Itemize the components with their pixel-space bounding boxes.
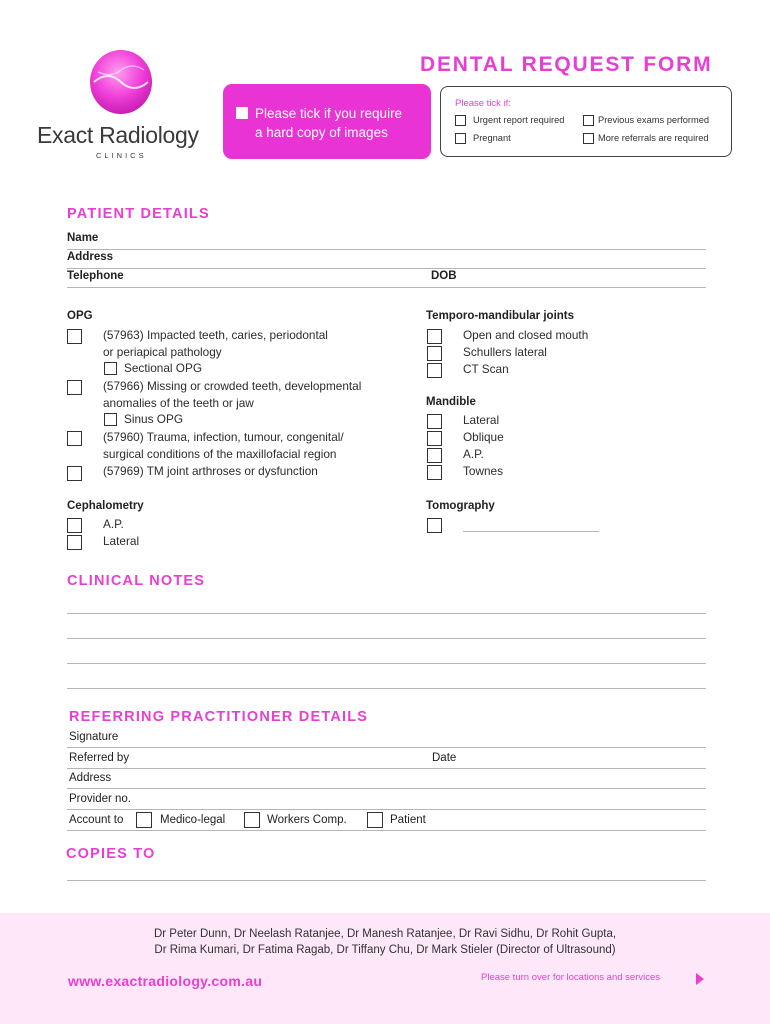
sinus-opg-checkbox[interactable] — [104, 413, 117, 426]
opg-57969-text: (57969) TM joint arthroses or dysfunction — [103, 464, 318, 478]
urgent-checkbox[interactable] — [455, 115, 466, 126]
ceph-ap-label: A.P. — [103, 517, 124, 531]
signature-field[interactable] — [67, 747, 706, 748]
name-label: Name — [67, 232, 99, 244]
account-line — [67, 830, 706, 831]
account-to-label: Account to — [69, 814, 124, 826]
clinical-notes-line-4[interactable] — [67, 688, 706, 689]
hard-copy-text-1: Please tick if you require — [255, 106, 403, 121]
website-link[interactable]: www.exactradiology.com.au — [68, 973, 263, 989]
cephalometry-title: Cephalometry — [67, 500, 144, 512]
address-field[interactable] — [67, 268, 706, 269]
doctors-line-2: Dr Rima Kumari, Dr Fatima Ragab, Dr Tiffany Chu, Dr Mark Stieler (Director of Ultrasound) — [154, 944, 616, 956]
copies-to-field[interactable] — [67, 880, 706, 881]
opg-57960-text-2: surgical conditions of the maxillofacial region — [103, 447, 337, 461]
ceph-lateral-checkbox[interactable] — [67, 535, 82, 550]
sectional-opg-checkbox[interactable] — [104, 362, 117, 375]
mandible-ap-label: A.P. — [463, 447, 484, 461]
tmj-open-closed-label: Open and closed mouth — [463, 328, 589, 342]
turn-over-text: Please turn over for locations and services — [481, 972, 661, 983]
tmj-open-closed-checkbox[interactable] — [427, 329, 442, 344]
provider-label: Provider no. — [69, 793, 132, 805]
opg-57960-text-1: (57960) Trauma, infection, tumour, congenital/ — [103, 430, 344, 444]
opg-57969-checkbox[interactable] — [67, 466, 82, 481]
opg-57963-checkbox[interactable] — [67, 329, 82, 344]
mandible-townes-label: Townes — [463, 464, 503, 478]
tmj-title: Temporo-mandibular joints — [426, 310, 575, 322]
hard-copy-checkbox[interactable] — [236, 107, 248, 119]
sinus-opg-label: Sinus OPG — [124, 412, 184, 426]
mandible-lateral-label: Lateral — [463, 413, 500, 427]
referred-by-field[interactable] — [67, 768, 706, 769]
opg-57966-text-1: (57966) Missing or crowded teeth, developmental — [103, 379, 362, 393]
opg-57960-checkbox[interactable] — [67, 431, 82, 446]
tmj-ct-checkbox[interactable] — [427, 363, 442, 378]
opg-57963-text-2: or periapical pathology — [103, 345, 222, 359]
mandible-oblique-label: Oblique — [463, 430, 504, 444]
tick-box-panel — [440, 86, 732, 157]
telephone-dob-field[interactable] — [67, 287, 706, 288]
sectional-opg-label: Sectional OPG — [124, 361, 203, 375]
date-label: Date — [432, 752, 457, 764]
previous-exams-checkbox[interactable] — [583, 115, 594, 126]
previous-exams-label: Previous exams performed — [598, 115, 710, 125]
provider-field[interactable] — [67, 809, 706, 810]
logo-mark — [88, 48, 154, 116]
mandible-townes-checkbox[interactable] — [427, 465, 442, 480]
pregnant-label: Pregnant — [473, 133, 511, 143]
opg-title: OPG — [67, 310, 93, 322]
tomography-title: Tomography — [426, 500, 495, 512]
tomography-field[interactable] — [463, 531, 599, 532]
patient-label: Patient — [390, 814, 426, 826]
urgent-label: Urgent report required — [473, 115, 565, 125]
hard-copy-box — [223, 84, 431, 159]
patient-details-title: PATIENT DETAILS — [67, 206, 210, 222]
doctors-line-1: Dr Peter Dunn, Dr Neelash Ratanjee, Dr Manesh Ratanjee, Dr Ravi Sidhu, Dr Rohit Gupta, — [153, 928, 617, 940]
hard-copy-text-2: a hard copy of images — [255, 125, 388, 140]
pregnant-checkbox[interactable] — [455, 133, 466, 144]
name-field[interactable] — [67, 249, 706, 250]
copies-to-title: COPIES TO — [66, 846, 156, 862]
signature-label: Signature — [69, 731, 119, 743]
opg-57963-text-1: (57963) Impacted teeth, caries, periodontal — [103, 328, 328, 342]
ceph-ap-checkbox[interactable] — [67, 518, 82, 533]
telephone-label: Telephone — [67, 270, 124, 282]
mandible-oblique-checkbox[interactable] — [427, 431, 442, 446]
tick-title: Please tick if: — [455, 98, 511, 109]
clinical-notes-line-3[interactable] — [67, 663, 706, 664]
patient-checkbox[interactable] — [367, 812, 383, 828]
more-referrals-label: More referrals are required — [598, 133, 709, 143]
workers-comp-checkbox[interactable] — [244, 812, 260, 828]
address-label: Address — [67, 251, 114, 263]
ceph-lateral-label: Lateral — [103, 534, 140, 548]
more-referrals-checkbox[interactable] — [583, 133, 594, 144]
mandible-lateral-checkbox[interactable] — [427, 414, 442, 429]
opg-57966-text-2: anomalies of the teeth or jaw — [103, 396, 254, 410]
referring-title: REFERRING PRACTITIONER DETAILS — [69, 709, 369, 725]
tmj-schullers-label: Schullers lateral — [463, 345, 547, 359]
workers-comp-label: Workers Comp. — [267, 814, 347, 826]
mandible-ap-checkbox[interactable] — [427, 448, 442, 463]
ref-address-field[interactable] — [67, 788, 706, 789]
opg-57966-checkbox[interactable] — [67, 380, 82, 395]
ref-address-label: Address — [69, 772, 112, 784]
tomography-checkbox[interactable] — [427, 518, 442, 533]
tmj-schullers-checkbox[interactable] — [427, 346, 442, 361]
mandible-title: Mandible — [426, 396, 476, 408]
clinical-notes-title: CLINICAL NOTES — [67, 573, 206, 589]
tmj-ct-label: CT Scan — [463, 362, 509, 376]
brand-subtitle: CLINICS — [96, 151, 147, 160]
form-title: DENTAL REQUEST FORM — [420, 53, 713, 76]
referred-by-label: Referred by — [69, 752, 130, 764]
dob-label: DOB — [431, 270, 457, 282]
arrow-right-icon — [696, 972, 704, 990]
medico-legal-checkbox[interactable] — [136, 812, 152, 828]
brand-name: Exact Radiology — [37, 122, 199, 148]
clinical-notes-line-2[interactable] — [67, 638, 706, 639]
clinical-notes-line-1[interactable] — [67, 613, 706, 614]
medico-legal-label: Medico-legal — [160, 814, 226, 826]
